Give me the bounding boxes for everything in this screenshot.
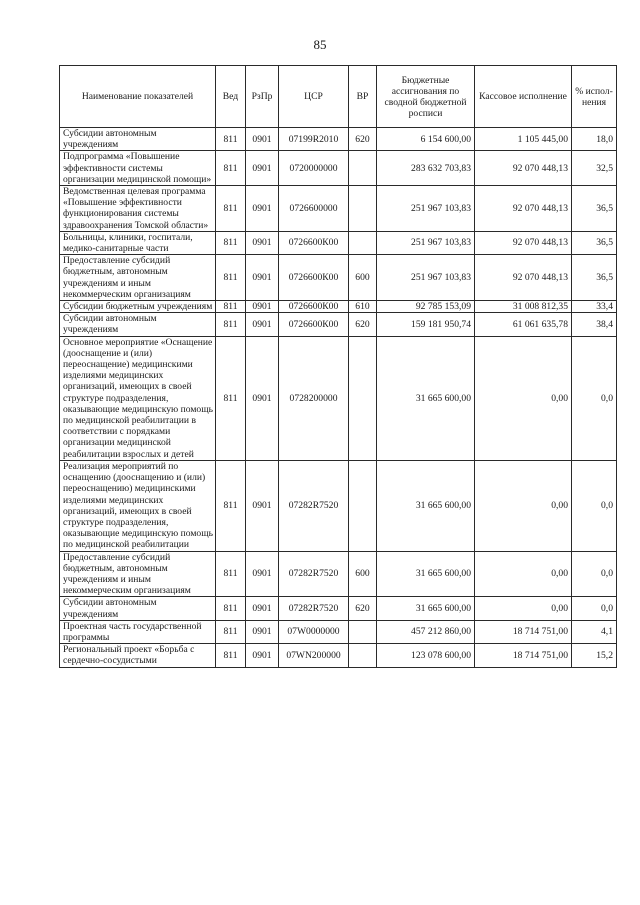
row-budget: 31 665 600,00 bbox=[377, 551, 475, 597]
header-vr: ВР bbox=[349, 66, 377, 128]
row-cash: 31 008 812,35 bbox=[475, 301, 572, 313]
header-rzpr: РзПр bbox=[246, 66, 279, 128]
row-vr bbox=[349, 620, 377, 643]
row-vr: 620 bbox=[349, 313, 377, 336]
row-cash: 0,00 bbox=[475, 460, 572, 551]
table-row bbox=[60, 128, 617, 151]
row-name: Ведомственная целевая программа «Повышение эффективности функционирования системы здравоохранения Томской области» bbox=[60, 186, 216, 232]
row-rzpr: 0901 bbox=[246, 301, 279, 313]
row-csr: 0726600К00 bbox=[279, 231, 349, 254]
budget-table bbox=[59, 65, 617, 668]
row-budget: 31 665 600,00 bbox=[377, 460, 475, 551]
row-name: Подпрограмма «Повышение эффективности системы организации медицинской помощи» bbox=[60, 151, 216, 186]
row-csr: 0728200000 bbox=[279, 336, 349, 460]
header-csr: ЦСР bbox=[279, 66, 349, 128]
row-cash: 18 714 751,00 bbox=[475, 620, 572, 643]
row-cash: 61 061 635,78 bbox=[475, 313, 572, 336]
row-vr: 600 bbox=[349, 255, 377, 301]
table-row bbox=[60, 620, 617, 643]
row-csr: 07WN200000 bbox=[279, 644, 349, 667]
row-ved: 811 bbox=[216, 255, 246, 301]
header-percent: % испол-нения bbox=[572, 66, 617, 128]
row-csr: 07282R7520 bbox=[279, 597, 349, 620]
row-budget: 31 665 600,00 bbox=[377, 597, 475, 620]
row-vr bbox=[349, 460, 377, 551]
row-name: Субсидии автономным учреждениям bbox=[60, 313, 216, 336]
row-name: Основное мероприятие «Оснащение (дооснащение и (или) переоснащение) медицинскими изделиями медицинских организаций, имеющих в своей структуре подразделения, оказывающие медицинскую помощь по медицинской реабилитации в соответствии с порядками организации медицинской реабилитации взрослых и детей bbox=[60, 336, 216, 460]
table-row bbox=[60, 597, 617, 620]
row-vr: 620 bbox=[349, 597, 377, 620]
row-ved: 811 bbox=[216, 186, 246, 232]
row-rzpr: 0901 bbox=[246, 460, 279, 551]
row-ved: 811 bbox=[216, 644, 246, 667]
row-ved: 811 bbox=[216, 301, 246, 313]
row-cash: 1 105 445,00 bbox=[475, 128, 572, 151]
row-name: Реализация мероприятий по оснащению (дооснащению и (или) переоснащению) медицинскими изделиями медицинских организаций, имеющих в своей структуре подразделения, оказывающие медицинскую помощь по медицинской реабилитации bbox=[60, 460, 216, 551]
row-name: Субсидии автономным учреждениям bbox=[60, 128, 216, 151]
table-row bbox=[60, 460, 617, 551]
row-budget: 92 785 153,09 bbox=[377, 301, 475, 313]
row-name: Региональный проект «Борьба с сердечно-сосудистыми bbox=[60, 644, 216, 667]
header-budget: Бюджетные ассигнования по сводной бюджетной росписи bbox=[377, 66, 475, 128]
row-percent: 33,4 bbox=[572, 301, 617, 313]
row-cash: 18 714 751,00 bbox=[475, 644, 572, 667]
row-rzpr: 0901 bbox=[246, 231, 279, 254]
row-cash: 0,00 bbox=[475, 597, 572, 620]
table-row bbox=[60, 551, 617, 597]
row-cash: 0,00 bbox=[475, 336, 572, 460]
row-csr: 07282R7520 bbox=[279, 460, 349, 551]
row-vr bbox=[349, 336, 377, 460]
row-budget: 457 212 860,00 bbox=[377, 620, 475, 643]
row-rzpr: 0901 bbox=[246, 151, 279, 186]
row-cash: 92 070 448,13 bbox=[475, 231, 572, 254]
row-rzpr: 0901 bbox=[246, 186, 279, 232]
row-csr: 0726600К00 bbox=[279, 301, 349, 313]
row-ved: 811 bbox=[216, 128, 246, 151]
row-ved: 811 bbox=[216, 151, 246, 186]
row-name: Больницы, клиники, госпитали, медико-санитарные части bbox=[60, 231, 216, 254]
row-percent: 36,5 bbox=[572, 231, 617, 254]
table-row bbox=[60, 231, 617, 254]
row-name: Предоставление субсидий бюджетным, автономным учреждениям и иным некоммерческим организациям bbox=[60, 551, 216, 597]
row-vr: 610 bbox=[349, 301, 377, 313]
row-rzpr: 0901 bbox=[246, 336, 279, 460]
table-row bbox=[60, 151, 617, 186]
header-name: Наименование показателей bbox=[60, 66, 216, 128]
row-rzpr: 0901 bbox=[246, 597, 279, 620]
row-cash: 92 070 448,13 bbox=[475, 255, 572, 301]
row-budget: 251 967 103,83 bbox=[377, 255, 475, 301]
row-percent: 4,1 bbox=[572, 620, 617, 643]
row-csr: 07W0000000 bbox=[279, 620, 349, 643]
row-budget: 283 632 703,83 bbox=[377, 151, 475, 186]
row-budget: 123 078 600,00 bbox=[377, 644, 475, 667]
row-percent: 15,2 bbox=[572, 644, 617, 667]
row-csr: 07199R2010 bbox=[279, 128, 349, 151]
row-ved: 811 bbox=[216, 336, 246, 460]
row-cash: 0,00 bbox=[475, 551, 572, 597]
row-percent: 0,0 bbox=[572, 551, 617, 597]
row-ved: 811 bbox=[216, 551, 246, 597]
row-percent: 36,5 bbox=[572, 255, 617, 301]
table-row bbox=[60, 255, 617, 301]
row-ved: 811 bbox=[216, 313, 246, 336]
table-row bbox=[60, 336, 617, 460]
row-rzpr: 0901 bbox=[246, 128, 279, 151]
row-percent: 0,0 bbox=[572, 460, 617, 551]
row-name: Субсидии автономным учреждениям bbox=[60, 597, 216, 620]
table-row bbox=[60, 644, 617, 667]
row-percent: 0,0 bbox=[572, 336, 617, 460]
row-budget: 251 967 103,83 bbox=[377, 231, 475, 254]
row-budget: 31 665 600,00 bbox=[377, 336, 475, 460]
row-csr: 0726600К00 bbox=[279, 255, 349, 301]
row-ved: 811 bbox=[216, 460, 246, 551]
row-percent: 38,4 bbox=[572, 313, 617, 336]
row-budget: 251 967 103,83 bbox=[377, 186, 475, 232]
table-row bbox=[60, 186, 617, 232]
header-cash: Кассовое исполнение bbox=[475, 66, 572, 128]
row-name: Проектная часть государственной программы bbox=[60, 620, 216, 643]
table-row bbox=[60, 313, 617, 336]
row-csr: 0726600К00 bbox=[279, 313, 349, 336]
row-percent: 0,0 bbox=[572, 597, 617, 620]
row-name: Субсидии бюджетным учреждениям bbox=[60, 301, 216, 313]
row-cash: 92 070 448,13 bbox=[475, 186, 572, 232]
row-vr bbox=[349, 186, 377, 232]
table-row bbox=[60, 301, 617, 313]
row-budget: 159 181 950,74 bbox=[377, 313, 475, 336]
row-csr: 0726600000 bbox=[279, 186, 349, 232]
row-vr: 600 bbox=[349, 551, 377, 597]
row-rzpr: 0901 bbox=[246, 313, 279, 336]
row-percent: 36,5 bbox=[572, 186, 617, 232]
page-number: 85 bbox=[313, 37, 327, 52]
row-percent: 18,0 bbox=[572, 128, 617, 151]
row-ved: 811 bbox=[216, 597, 246, 620]
row-vr: 620 bbox=[349, 128, 377, 151]
row-percent: 32,5 bbox=[572, 151, 617, 186]
table-header-row bbox=[60, 66, 617, 128]
row-cash: 92 070 448,13 bbox=[475, 151, 572, 186]
header-ved: Вед bbox=[216, 66, 246, 128]
row-vr bbox=[349, 151, 377, 186]
row-vr bbox=[349, 231, 377, 254]
row-budget: 6 154 600,00 bbox=[377, 128, 475, 151]
row-csr: 07282R7520 bbox=[279, 551, 349, 597]
row-rzpr: 0901 bbox=[246, 644, 279, 667]
row-rzpr: 0901 bbox=[246, 551, 279, 597]
row-name: Предоставление субсидий бюджетным, автономным учреждениям и иным некоммерческим организациям bbox=[60, 255, 216, 301]
row-ved: 811 bbox=[216, 231, 246, 254]
row-rzpr: 0901 bbox=[246, 620, 279, 643]
row-rzpr: 0901 bbox=[246, 255, 279, 301]
row-vr bbox=[349, 644, 377, 667]
row-csr: 0720000000 bbox=[279, 151, 349, 186]
row-ved: 811 bbox=[216, 620, 246, 643]
